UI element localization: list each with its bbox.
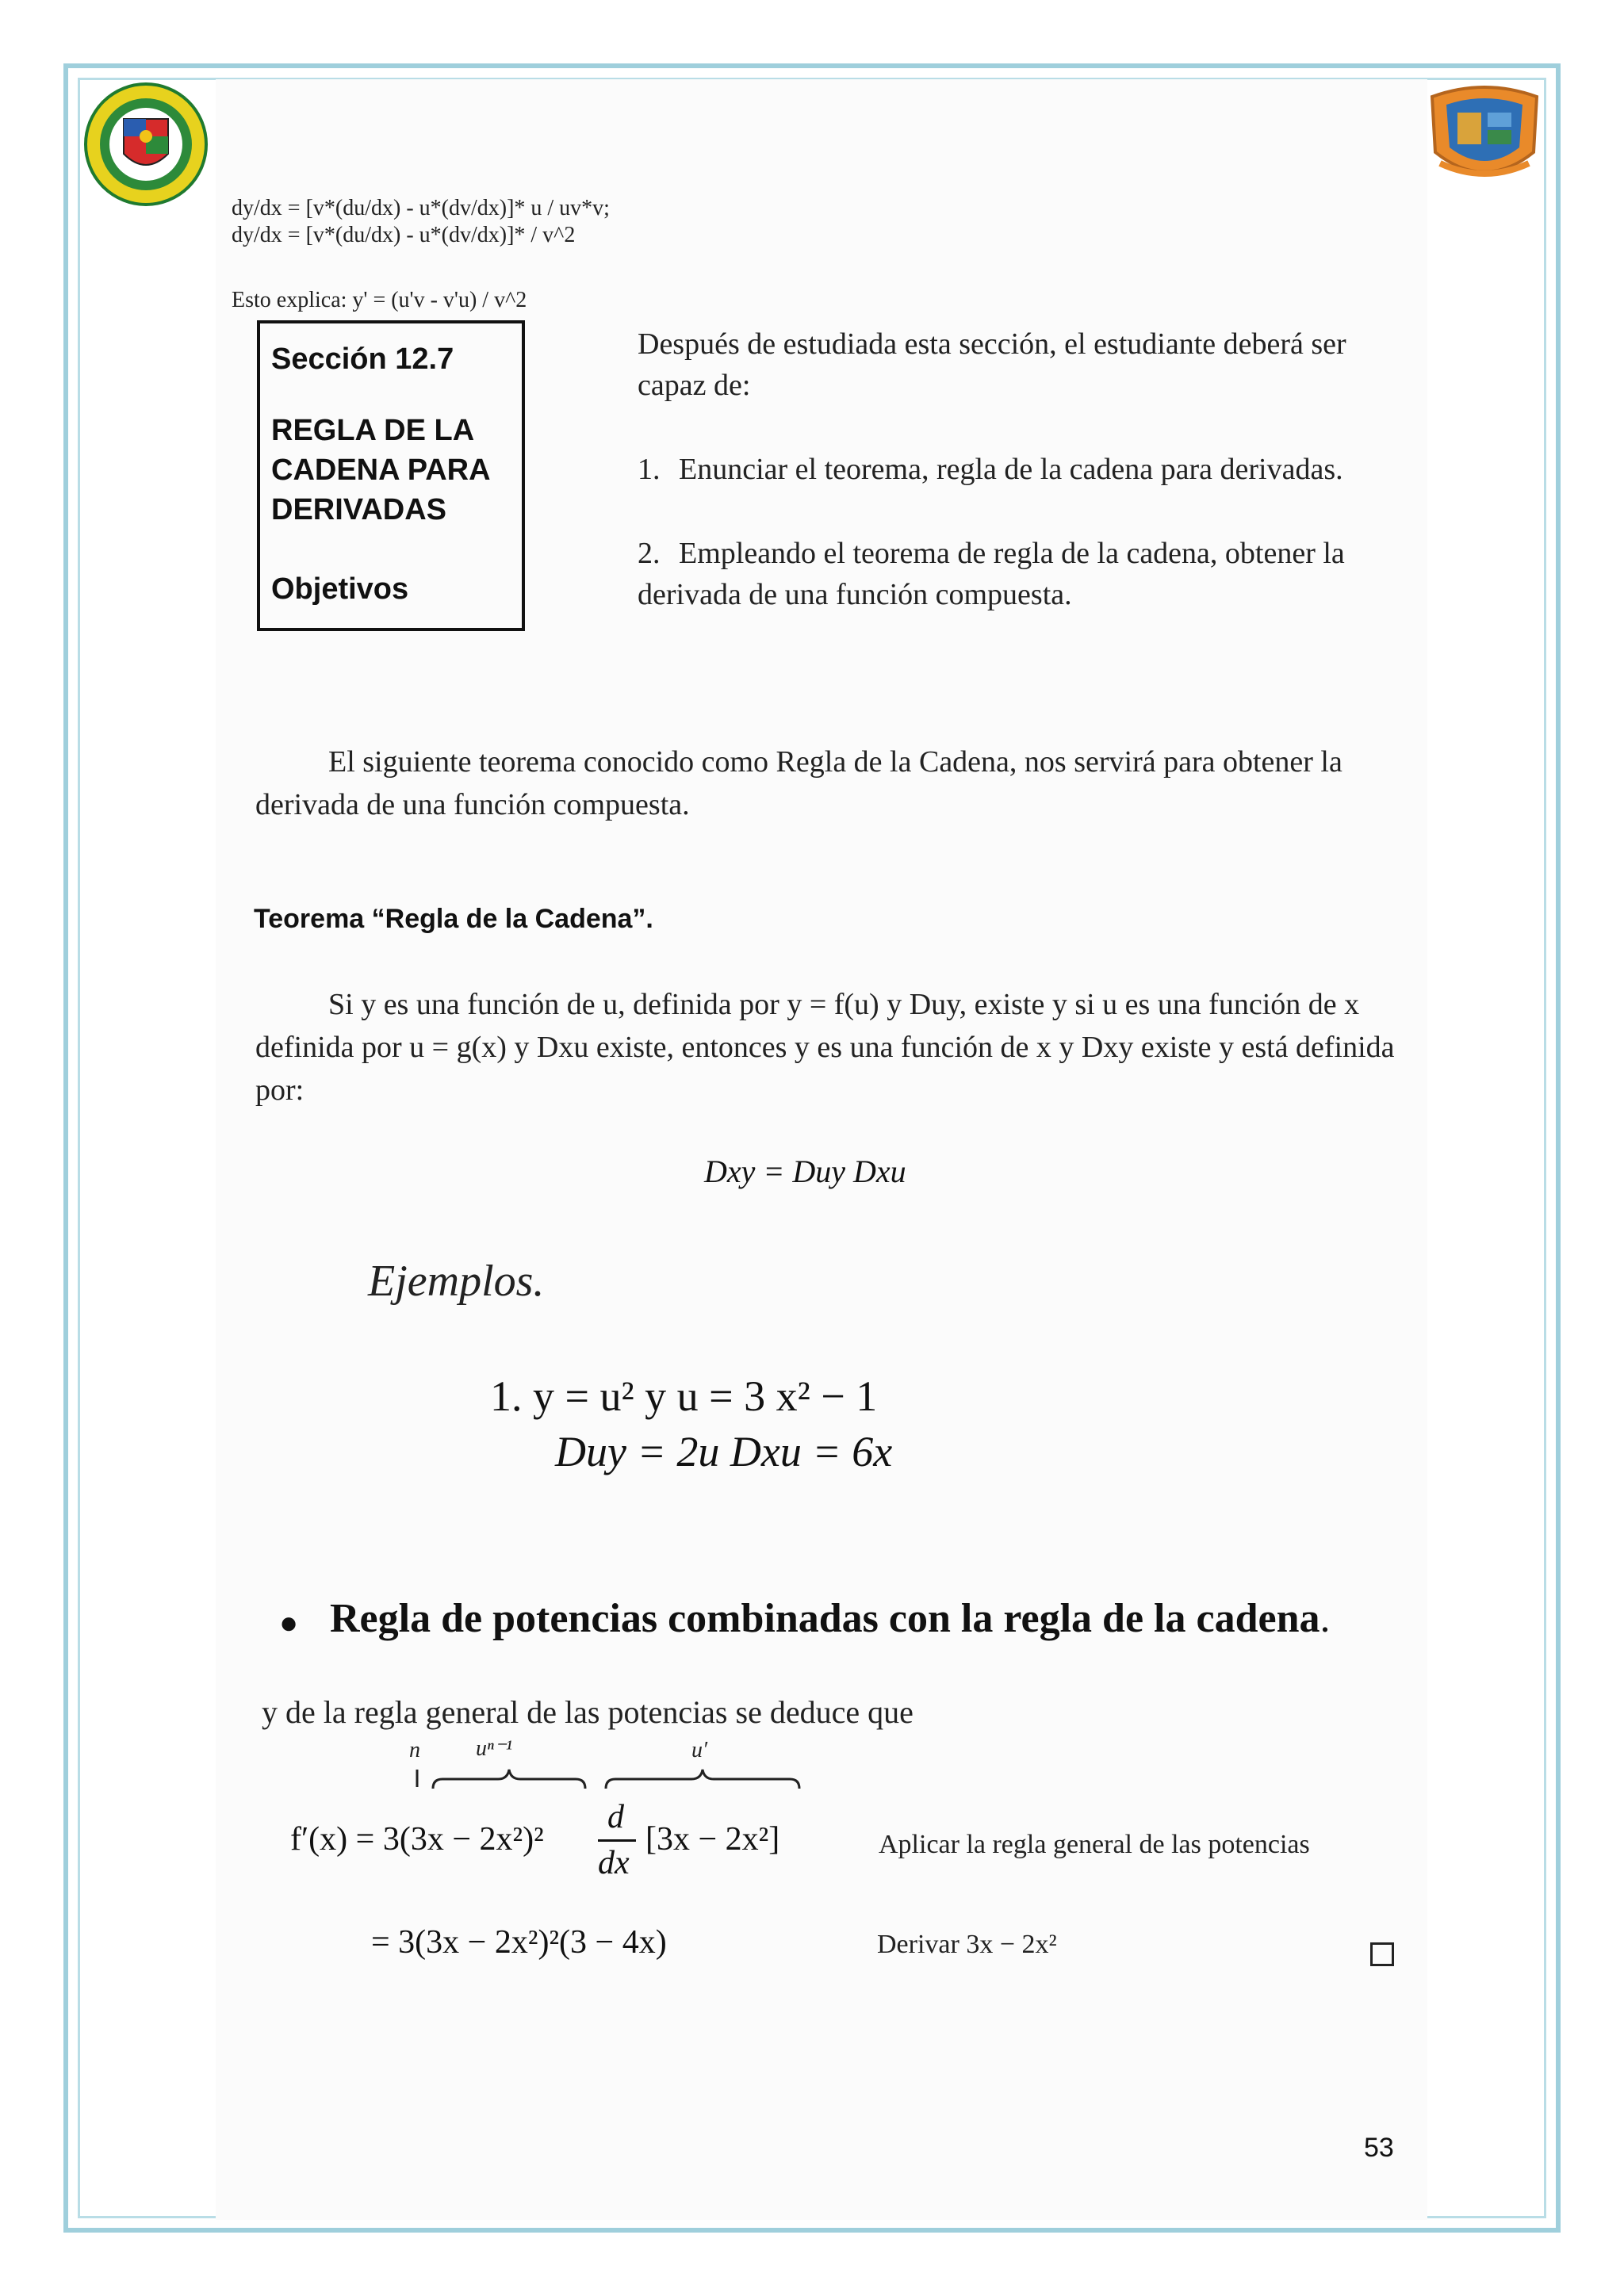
example-1-line-2: Duy = 2u Dxu = 6x — [555, 1428, 893, 1475]
formula-note-2: Derivar 3x − 2x² — [877, 1930, 1057, 1959]
objective-number: 2. — [638, 537, 661, 570]
derivation-note-2: dy/dx = [v*(du/dx) - u*(dv/dx)]* / v^2 — [232, 223, 576, 247]
objective-text: Enunciar el teorema, regla de la cadena para derivadas. — [679, 453, 1343, 486]
formula-line-1-left: f′(x) = 3(3x − 2x²)² — [290, 1821, 544, 1858]
formula-line-2: = 3(3x − 2x²)²(3 − 4x) — [371, 1924, 667, 1961]
objective-text: Empleando el teorema de regla de la cadena, obtener la derivada de una función compuesta. — [638, 537, 1345, 611]
objective-item-1 — [638, 449, 1402, 490]
objectives-label: Objetivos — [271, 572, 409, 606]
chain-rule-equation: Dxy = Duy Dxu — [704, 1154, 906, 1189]
examples-heading: Ejemplos. — [368, 1257, 545, 1306]
derivation-note-3: Esto explica: y' = (u'v - v'u) / v^2 — [232, 288, 527, 312]
section-number: Sección 12.7 — [271, 342, 454, 376]
formula-derivative-d: d — [607, 1799, 624, 1835]
formula-braces — [396, 1765, 809, 1793]
faculty-crest-logo — [1424, 81, 1545, 192]
power-rule-intro: y de la regla general de las potencias se deduce que — [262, 1694, 914, 1730]
university-seal-logo — [82, 81, 209, 208]
brace-label-n: n — [409, 1738, 420, 1762]
objective-number: 1. — [638, 453, 661, 486]
page-number: 53 — [1364, 2133, 1394, 2163]
section-title-line2: CADENA PARA — [271, 453, 491, 487]
brace-label-u-prime: u′ — [691, 1738, 708, 1762]
formula-derivative-dx: dx — [598, 1845, 630, 1881]
bullet-icon: ● — [279, 1604, 299, 1640]
end-of-proof-icon — [1370, 1942, 1394, 1966]
fraction-bar — [598, 1839, 636, 1842]
section-title-line1: REGLA DE LA — [271, 414, 475, 447]
power-rule-heading — [279, 1595, 1330, 1642]
derivation-note-1: dy/dx = [v*(du/dx) - u*(dv/dx)]* u / uv*v; — [232, 196, 610, 220]
formula-note-1: Aplicar la regla general de las potencias — [879, 1830, 1310, 1859]
formula-line-1-right: [3x − 2x²] — [645, 1821, 780, 1858]
section-title-line3: DERIVADAS — [271, 493, 446, 526]
brace-label-u-power: uⁿ⁻¹ — [476, 1736, 512, 1761]
objectives-intro: Después de estudiada esta sección, el estudiante deberá ser capaz de: — [638, 327, 1346, 402]
theorem-title: Teorema “Regla de la Cadena”. — [254, 904, 653, 934]
example-1-line-1: 1. y = u² y u = 3 x² − 1 — [490, 1372, 878, 1420]
section-box — [257, 320, 525, 631]
power-rule-title: Regla de potencias combinadas con la regla de la cadena — [330, 1596, 1320, 1641]
theorem-body: Si y es una función de u, definida por y = f(u) y Duy, existe y si u es una función de x definida por u = g(x) y Dxu existe, entonces y es una función de x y Dxy existe y está definida por: — [255, 988, 1395, 1107]
power-rule-title-period: . — [1320, 1596, 1331, 1641]
intro-paragraph: El siguiente teorema conocido como Regla de la Cadena, nos servirá para obtener la derivada de una función compuesta. — [255, 745, 1342, 821]
objective-item-2 — [638, 533, 1402, 615]
